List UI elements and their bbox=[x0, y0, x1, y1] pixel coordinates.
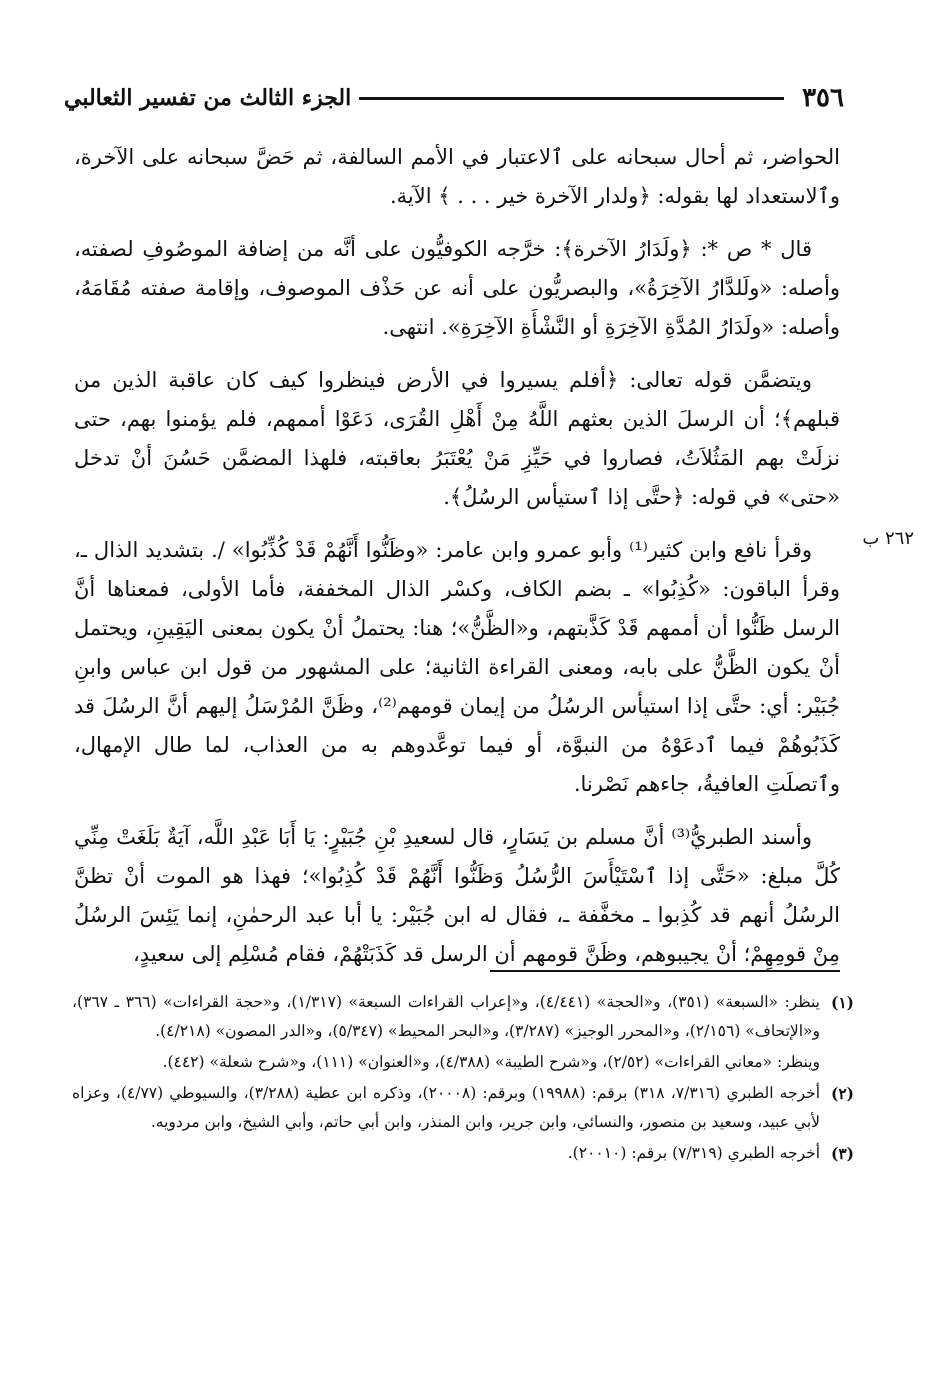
margin-folio-note: ٢٦٢ ب bbox=[862, 528, 914, 549]
paragraph: وقرأ نافع وابن كثير⁽¹⁾ وأبو عمرو وابن عامر: «وظَنُّوا أَنَّهُمْ قَدْ كُذِّبُوا» /. بتشديد الذال ـ، وقرأ الباقون: «كُذِبُوا» ـ بضم الكاف، وكسْر الذال المخففة، فأما الأولى، فمعناها أنَّ الرسل ظَنُّوا أن أممهم قَدْ كَذَّبتهم، و«الظَّنُّ»؛ هنا: يحتملُ أنْ يكون بمعنى اليَقِينِ، ويحتمل أنْ يكون الظَّنُّ على بابه، ومعنى القراءة الثانية؛ على المشهور من قول ابن عباس وابنِ جُبَيْر: أي: حتَّى إذا استيأس الرسُلُ من إيمان قومهم⁽²⁾، وظَنَّ المُرْسَلُ إليهم أنَّ الرسُلَ قد كَذَبُوهُمْ فيما ٱدعَوْهُ من النبوَّة، أو فيما توعَّدوهم به من العذاب، لما طال الإمهال، وٱتصلَتِ العافيةُ، جاءهم نَصْرنا. bbox=[74, 538, 840, 796]
footnote-continuation: وينظر: «معاني القراءات» (٢/٥٢)، و«شرح الطيبة» (٤/٣٨٨)، و«العنوان» (١١١)، و«شرح شعلة» (٤٤٢). bbox=[162, 1053, 820, 1071]
page-header bbox=[64, 78, 844, 118]
footnote-text: أخرجه الطبري (٧/٣١٦، ٣١٨) برقم: (١٩٩٨٨) وبرقم: (٢٠٠٠٨)، وذكره ابن عطية (٣/٢٨٨)، والسيوطي (٤/٧٧)، وعزاه لأبي عبيد، وسعيد بن منصور، والنسائي، وابن جرير، وابن المنذر، وابن أبي حاتم، وأبي الشيخ، وابن مردويه. bbox=[72, 1084, 821, 1131]
footnote-text: أخرجه الطبري (٧/٣١٩) برقم: (٢٠٠١٠). bbox=[567, 1144, 820, 1162]
footnote-number: (١) bbox=[830, 993, 854, 1012]
paragraph: وأسند الطبريُّ⁽³⁾ أنَّ مسلم بن يَسَارٍ، قال لسعيدِ بْنِ جُبَيْرٍ: يَا أَبَا عَبْدِ اللَّه، آيَةٌ بَلَغَتْ مِنِّي كُلَّ مبلغ: «حَتَّى إذا ٱسْتَيْأَسَ الرُّسُلُ وَظَنُّوا أَنَّهُمْ قَدْ كُذِبُوا»؛ فهذا هو الموت أنْ تظنَّ الرسُلُ أنهم قد كُذِبوا ـ مخفَّفة ـ، فقال له ابن جُبَيْر: يا أبا عبد الرحمٰنِ، إنما يَئِسَ الرسُلُ مِنْ قومِهِمْ؛ أنْ يجيبوهم، وظَنَّ قومهم أن الرسل قد كَذَبَتْهُمْ، فقام مُسْلِم إلى سعيدٍ، bbox=[74, 825, 840, 966]
footnote bbox=[72, 1139, 854, 1168]
footnote-number: (٢) bbox=[830, 1084, 854, 1103]
header-rule bbox=[359, 97, 784, 100]
footnote-number: (٣) bbox=[830, 1144, 854, 1163]
footnotes bbox=[72, 988, 854, 1170]
footnote-separator bbox=[490, 970, 840, 972]
paragraph: الحواضر، ثم أحال سبحانه على ٱلاعتبار في الأمم السالفة، ثم حَضَّ سبحانه على الآخرة، وٱلاستعداد لها بقوله: ﴿ولدار الآخرة خير . . . ﴾ الآية. bbox=[74, 145, 840, 208]
paragraph: ويتضمَّن قوله تعالى: ﴿أفلم يسيروا في الأرض فينظروا كيف كان عاقبة الذين من قبلهم﴾؛ أن الرسلَ الذين بعثهم اللَّهُ مِنْ أَهْلِ القُرَى، دَعَوْا أممهم، فلم يؤمنوا بهم، حتى نزلَتْ بهم المَثُلاَتُ، فصاروا في حَيِّزِ مَنْ يُعْتَبَرُ بعاقبته، فلهذا المضمَّن حَسُنَ أنْ تدخل «حتى» في قوله: ﴿حتَّى إذا ٱستيأس الرسُلُ﴾. bbox=[74, 368, 840, 509]
footnote bbox=[72, 1079, 854, 1137]
running-title: الجزء الثالث من تفسير الثعالبي bbox=[64, 85, 352, 111]
page-number: ٣٥٦ bbox=[802, 83, 844, 113]
footnote bbox=[72, 988, 854, 1046]
main-text bbox=[74, 138, 840, 988]
footnote-text: ينظر: «السبعة» (٣٥١)، و«الحجة» (٤/٤٤١)، و«إعراب القراءات السبعة» (١/٣١٧)، و«حجة القراءات» (٣٦٦ ـ ٣٦٧)، و«الإتحاف» (٢/١٥٦)، و«المحرر الوجيز» (٣/٢٨٧)، و«البحر المحيط» (٥/٣٤٧)، و«الدر المصون» (٤/٢١٨). bbox=[72, 993, 820, 1040]
paragraph: قال * ص *: ﴿ولَدَارُ الآخرة﴾: خرَّجه الكوفيُّون على أنَّه من إضافة الموصُوفِ لصفته، وأصله: «ولَلدَّارُ الآخِرَةُ»، والبصريُّون على أنه عن حَذْف الموصوف، وإقامة صفته مُقَامَهُ، وأصله: «ولَدَارُ المُدَّةِ الآخِرَةِ أو النَّشْأَةِ الآخِرَةِ». انتهى. bbox=[74, 237, 840, 339]
